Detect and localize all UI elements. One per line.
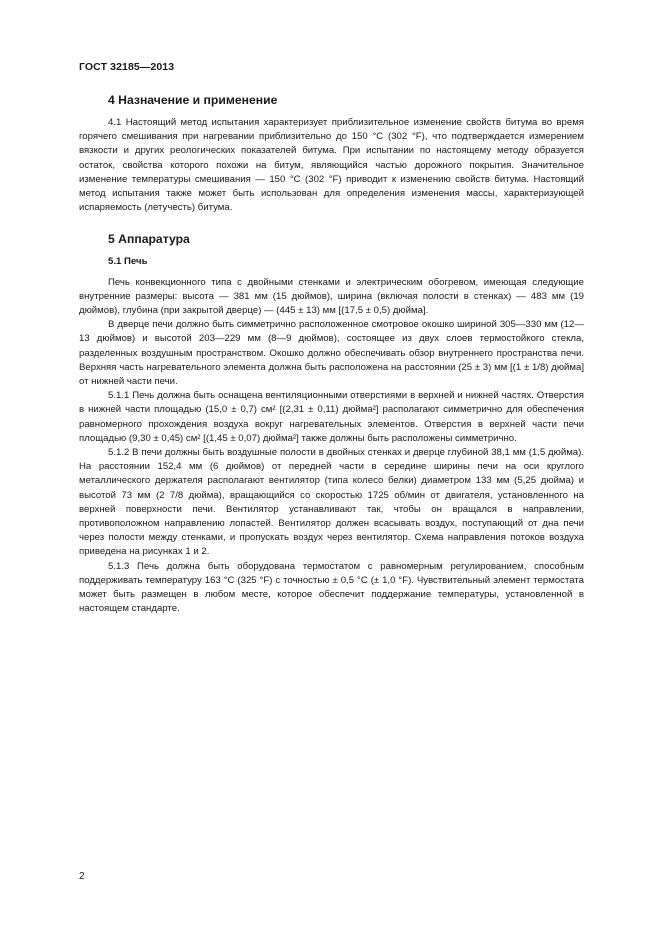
section-5-1-1-paragraph: 5.1.1 Печь должна быть оснащена вентиляционными отверстиями в верхней и нижней частях. Отверстия в нижней части площадью (15,0 ± 0,7) см² [(2,31 ± 0,11) дюйма²] располагают симметрично для обеспечения равномерного прохождения воздуха вокруг нагревательных элементов. Отверстия в верхней части печи площадью (9,30 ± 0,45) см² [(1,45 ± 0,07) дюйма²] также должны быть расположены симметрично. xyxy=(79,390,584,444)
section-5-1-3-paragraph: 5.1.3 Печь должна быть оборудована термостатом с равномерным регулированием, способным поддерживать температуру 163 °С (325 °F) с точностью ± 0,5 °С (± 1,0 °F). Чувствительный элемент термостата может быть размещен в любом месте, которое обеспечит поддержание температуры, установленной в настоящем стандарте. xyxy=(79,560,584,615)
section-5-title: 5 Аппаратура xyxy=(108,232,190,247)
section-4-title: 4 Назначение и применение xyxy=(108,93,278,107)
page-number: 2 xyxy=(79,871,85,882)
document-body xyxy=(79,92,584,617)
section-5-1-2-paragraph: 5.1.2 В печи должны быть воздушные полости в двойных стенках и дверце глубиной 38,1 мм (1,5 дюйма). На расстоянии 152,4 мм (6 дюймов) от передней части в середине ширины печи на оси круглого металлического держателя располагают вентилятор (типа колесо белки) диаметром 133 мм (5,25 дюйма) и высотой 73 мм (2 7/8 дюйма), вращающийся со скоростью 1725 об/мин от двигателя, установленного на верхней поверхности печи. Вентилятор устанавливают так, чтобы он вращался в направлении, противоположном направлению лопастей. Вентилятор должен всасывать воздух, поступающий от дна печи через полости между стенками, и пропускать воздух через вентилятор. Схема направления потоков воздуха приведена на рисунках 1 и 2. xyxy=(79,447,584,558)
document-header: ГОСТ 32185—2013 xyxy=(79,61,175,73)
subsection-5-1-title: 5.1 Печь xyxy=(108,256,148,268)
section-spacer xyxy=(79,215,584,231)
section-5-paragraph-1: Печь конвекционного типа с двойными стенками и электрическим обогревом, имеющая следующие внутренние размеры: высота — 381 мм (15 дюймов), ширина (включая полости в стенках) — 483 мм (19 дюймов), глубина (при закрытой дверце) — (445 ± 13) мм [(17,5 ± 0,5) дюйма]. xyxy=(79,276,584,317)
section-5-paragraph-2: В дверце печи должно быть симметрично расположенное смотровое окошко шириной 305—330 мм (12—13 дюймов) и высотой 203—229 мм (8—9 дюймов), состоящее из двух слоев термостойкого стекла, разделенных воздушным пространством. Окошко должно обеспечивать обзор внутреннего пространства печи. Верхняя часть нагревательного элемента должна быть расположена на расстоянии (25 ± 3) мм [(1 ± 1/8) дюйма] от нижней части печи. xyxy=(79,319,584,388)
section-4-paragraph: 4.1 Настоящий метод испытания характеризует приблизительное изменение свойств битума во время горячего смешивания при нагревании приблизительно до 150 °С (302 °F), что подтверждается измерением вязкости и других реологических показателей битума. При испытании по настоящему методу образуется остаток, свойства которого похожи на битум, являющийся частью дорожного покрытия. Значительное изменение температуры смешивания — 150 °С (302 °F) приводит к изменению свойств битума. Настоящий метод испытания также может быть использован для определения изменения массы, характеризующей испаряемость (летучесть) битума. xyxy=(79,117,584,214)
